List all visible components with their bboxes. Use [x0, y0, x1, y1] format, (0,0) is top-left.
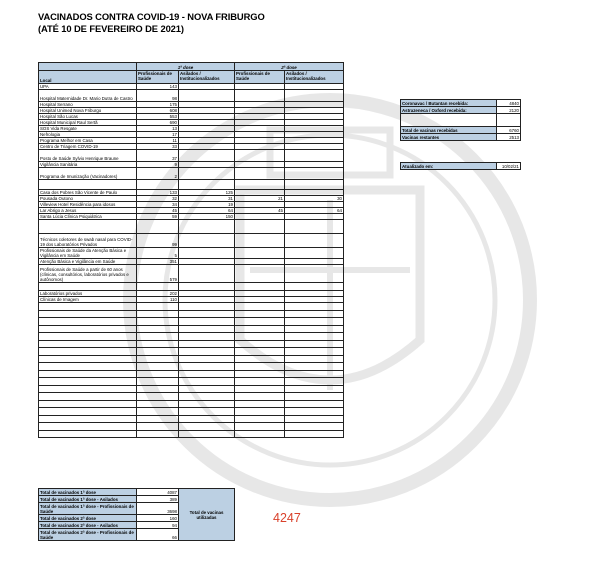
- updated-value: 10/02/21: [497, 163, 521, 170]
- empty-cell: [285, 393, 344, 401]
- empty-cell: [235, 303, 285, 311]
- local-cell: Técnicos coletores de swab nasal para COVID-19 dos Laboratórios Privados: [39, 234, 137, 248]
- prof-dose1-cell: [137, 283, 179, 291]
- asil-dose2-cell: [285, 220, 344, 234]
- empty-cell: [179, 310, 235, 318]
- local-cell: Hospital Unimed Nova Friburgo: [39, 108, 137, 114]
- local-cell: Atenção Básica e Vigilância em Saúde: [39, 259, 137, 265]
- table-row: [39, 220, 344, 234]
- empty-cell: [235, 318, 285, 326]
- local-cell: [39, 220, 137, 234]
- vaccine-row: [401, 107, 521, 114]
- totals-row: [39, 489, 235, 496]
- vaccine-row: [401, 134, 521, 141]
- empty-cell: [285, 385, 344, 393]
- empty-cell: [39, 303, 137, 311]
- title-line-2: (ATÉ 10 DE FEVEREIRO DE 2021): [38, 22, 184, 34]
- empty-cell: [235, 400, 285, 408]
- asil-dose2-cell: [285, 248, 344, 259]
- empty-cell: [137, 318, 179, 326]
- empty-row: [39, 310, 344, 318]
- local-cell: Laboratórios privados: [39, 291, 137, 297]
- prof-dose2-cell: 21: [235, 196, 285, 202]
- vaccine-label: Vacinas restantes: [401, 134, 497, 141]
- prof-dose1-cell: 13: [137, 126, 179, 132]
- asil-dose1-cell: 125: [179, 190, 235, 196]
- empty-cell: [39, 430, 137, 438]
- totals-value: 94: [137, 522, 179, 529]
- col-prof-header-1: Profissionais de Saúde: [137, 71, 179, 84]
- empty-row: [39, 408, 344, 416]
- totals-table: [38, 488, 235, 541]
- asil-dose1-cell: 150: [179, 214, 235, 220]
- vaccine-row: [401, 114, 521, 127]
- table-row: [39, 248, 344, 259]
- asil-dose1-cell: [179, 265, 235, 283]
- asil-dose1-cell: 31: [179, 196, 235, 202]
- empty-row: [39, 318, 344, 326]
- empty-cell: [179, 415, 235, 423]
- prof-dose1-cell: 690: [137, 120, 179, 126]
- vaccine-value: [497, 114, 521, 127]
- empty-cell: [39, 310, 137, 318]
- asil-dose1-cell: 64: [179, 208, 235, 214]
- empty-cell: [285, 408, 344, 416]
- empty-row: [39, 325, 344, 333]
- empty-cell: [179, 318, 235, 326]
- table-row: [39, 168, 344, 180]
- totals-label: Total de vacinados 2ª dose - Profissionais de Saúde: [39, 529, 137, 541]
- table-row: [39, 150, 344, 162]
- asil-dose1-cell: [179, 283, 235, 291]
- prof-dose1-cell: 11: [137, 138, 179, 144]
- col-prof-header-2: Profissionais de Saúde: [235, 71, 285, 84]
- empty-cell: [137, 370, 179, 378]
- vaccine-label: Total de vacinas recebidas: [401, 127, 497, 134]
- local-cell: Clínicas de Imagem: [39, 297, 137, 303]
- col-asil-header-1: Asilados / Institucionalizados: [179, 71, 235, 84]
- empty-row: [39, 430, 344, 438]
- empty-cell: [39, 370, 137, 378]
- empty-row: [39, 385, 344, 393]
- empty-cell: [39, 325, 137, 333]
- empty-cell: [137, 310, 179, 318]
- prof-dose2-cell: [235, 90, 285, 102]
- vaccine-label: Astrazeneca / Oxford recebida:: [401, 107, 497, 114]
- empty-cell: [137, 415, 179, 423]
- empty-cell: [39, 408, 137, 416]
- local-cell: SOS Vida Resgate: [39, 126, 137, 132]
- local-cell: Posto de Saúde Sylvio Henrique Braune: [39, 150, 137, 162]
- empty-cell: [285, 318, 344, 326]
- empty-cell: [235, 370, 285, 378]
- local-cell: Vigilância Sanitária: [39, 162, 137, 168]
- asil-dose1-cell: 19: [179, 202, 235, 208]
- vaccine-label: Coronavac / Butantan recebida:: [401, 100, 497, 107]
- col-asil-header-2: Asilados / Institucionalizados: [285, 71, 344, 84]
- prof-dose1-cell: 32: [137, 196, 179, 202]
- empty-cell: [39, 400, 137, 408]
- empty-cell: [179, 393, 235, 401]
- local-cell: Centro de Triagem COVID-19: [39, 144, 137, 150]
- empty-cell: [137, 423, 179, 431]
- empty-cell: [235, 340, 285, 348]
- totals-value: 66: [137, 529, 179, 541]
- empty-cell: [137, 385, 179, 393]
- empty-cell: [39, 363, 137, 371]
- empty-cell: [137, 400, 179, 408]
- empty-row: [39, 340, 344, 348]
- vaccine-value: 4840: [497, 100, 521, 107]
- updated-label: Atualizado em:: [401, 163, 497, 170]
- table-row: [39, 180, 344, 190]
- prof-dose1-cell: 175: [137, 102, 179, 108]
- asil-dose1-cell: [179, 168, 235, 180]
- empty-cell: [39, 340, 137, 348]
- asil-dose1-cell: [179, 90, 235, 102]
- empty-cell: [179, 378, 235, 386]
- empty-row: [39, 333, 344, 341]
- vaccine-row: [401, 127, 521, 134]
- local-cell: Profissionais de Saúde da Atenção Básica e Vigilância em Saúde: [39, 248, 137, 259]
- local-cell: Nefrologia: [39, 132, 137, 138]
- empty-cell: [235, 415, 285, 423]
- local-cell: Lar Abrigo a Jesus: [39, 208, 137, 214]
- totals-label: Total de vacinados 2ª dose: [39, 515, 137, 522]
- prof-dose1-cell: 2: [137, 168, 179, 180]
- empty-cell: [39, 393, 137, 401]
- empty-cell: [285, 333, 344, 341]
- empty-cell: [285, 415, 344, 423]
- empty-cell: [137, 430, 179, 438]
- vaccination-table: [38, 62, 344, 438]
- prof-dose2-cell: [235, 234, 285, 248]
- prof-dose1-cell: 33: [137, 144, 179, 150]
- empty-cell: [137, 363, 179, 371]
- empty-cell: [285, 348, 344, 356]
- local-cell: Profissionais de Saúde a partir de 60 anos (clínicas, consultórios, laboratórios privados e autônomos): [39, 265, 137, 283]
- empty-row: [39, 355, 344, 363]
- local-cell: Programa de Imunização (Vacinadores): [39, 168, 137, 180]
- empty-row: [39, 348, 344, 356]
- prof-dose1-cell: 608: [137, 108, 179, 114]
- prof-dose1-cell: 133: [137, 190, 179, 196]
- empty-cell: [179, 333, 235, 341]
- empty-cell: [179, 400, 235, 408]
- local-cell: Pousada Outono: [39, 196, 137, 202]
- empty-cell: [137, 393, 179, 401]
- empty-cell: [39, 348, 137, 356]
- empty-cell: [285, 363, 344, 371]
- empty-cell: [39, 415, 137, 423]
- local-cell: Hospital São Lucas: [39, 114, 137, 120]
- empty-row: [39, 423, 344, 431]
- prof-dose1-cell: 37: [137, 150, 179, 162]
- empty-cell: [285, 370, 344, 378]
- prof-dose1-cell: 202: [137, 291, 179, 297]
- empty-cell: [137, 378, 179, 386]
- asil-dose2-cell: [285, 180, 344, 190]
- prof-dose2-cell: [235, 265, 285, 283]
- totals-value: 3698: [137, 503, 179, 515]
- vaccine-value: 6760: [497, 127, 521, 134]
- table-row: [39, 234, 344, 248]
- empty-cell: [285, 378, 344, 386]
- empty-cell: [235, 430, 285, 438]
- empty-cell: [235, 355, 285, 363]
- prof-dose1-cell: 34: [137, 202, 179, 208]
- prof-dose1-cell: 98: [137, 90, 179, 102]
- asil-dose2-cell: 64: [285, 208, 344, 214]
- total-vaccines-used-label: Total de vacinas utilizadas: [179, 489, 235, 541]
- empty-cell: [39, 355, 137, 363]
- prof-dose1-cell: 110: [137, 297, 179, 303]
- empty-row: [39, 370, 344, 378]
- empty-cell: [179, 303, 235, 311]
- empty-cell: [179, 355, 235, 363]
- empty-cell: [285, 303, 344, 311]
- asil-dose2-cell: [285, 265, 344, 283]
- asil-dose2-cell: [285, 90, 344, 102]
- prof-dose1-cell: [137, 180, 179, 190]
- empty-cell: [137, 325, 179, 333]
- empty-cell: [285, 355, 344, 363]
- prof-dose1-cell: 45: [137, 208, 179, 214]
- empty-cell: [39, 378, 137, 386]
- totals-value: 389: [137, 496, 179, 503]
- empty-cell: [235, 423, 285, 431]
- empty-cell: [179, 423, 235, 431]
- prof-dose2-cell: [235, 150, 285, 162]
- local-cell: Hospital Serrano: [39, 102, 137, 108]
- prof-dose2-cell: [235, 283, 285, 291]
- asil-dose1-cell: [179, 180, 235, 190]
- empty-cell: [235, 385, 285, 393]
- asil-dose2-cell: [285, 234, 344, 248]
- table-row: [39, 265, 344, 283]
- update-table: [400, 162, 521, 170]
- totals-value: 4087: [137, 489, 179, 496]
- empty-cell: [179, 370, 235, 378]
- table-row: [39, 90, 344, 102]
- prof-dose1-cell: 99: [137, 234, 179, 248]
- local-cell: Santa Lúcia Clínica Psiquiátrica: [39, 214, 137, 220]
- empty-row: [39, 303, 344, 311]
- local-cell: UPA: [39, 84, 137, 90]
- empty-cell: [179, 348, 235, 356]
- dose-2-header: 2ª dose: [235, 63, 344, 71]
- header-blank: [39, 63, 137, 71]
- prof-dose1-cell: 17: [137, 132, 179, 138]
- empty-cell: [179, 363, 235, 371]
- local-cell: Casa dos Pobres São Vicente de Paulo: [39, 190, 137, 196]
- page-title: [38, 11, 265, 34]
- empty-cell: [285, 340, 344, 348]
- empty-cell: [39, 333, 137, 341]
- prof-dose2-cell: [235, 180, 285, 190]
- empty-cell: [235, 393, 285, 401]
- local-cell: Programa Melhor em Casa: [39, 138, 137, 144]
- empty-cell: [39, 423, 137, 431]
- local-cell: Hospital Municipal Raul Sertã: [39, 120, 137, 126]
- prof-dose2-cell: [235, 248, 285, 259]
- empty-cell: [39, 318, 137, 326]
- title-line-1: VACINADOS CONTRA COVID-19 - NOVA FRIBURGO: [38, 11, 265, 22]
- prof-dose1-cell: 59: [137, 214, 179, 220]
- asil-dose1-cell: [179, 234, 235, 248]
- empty-cell: [179, 385, 235, 393]
- asil-dose2-cell: [285, 283, 344, 291]
- empty-cell: [235, 363, 285, 371]
- asil-dose2-cell: [285, 150, 344, 162]
- prof-dose2-cell: [235, 220, 285, 234]
- local-cell: [39, 180, 137, 190]
- prof-dose1-cell: 351: [137, 259, 179, 265]
- empty-cell: [179, 430, 235, 438]
- empty-cell: [137, 408, 179, 416]
- empty-cell: [285, 310, 344, 318]
- vaccine-label: [401, 114, 497, 127]
- prof-dose1-cell: [137, 220, 179, 234]
- asil-dose2-cell: 30: [285, 196, 344, 202]
- empty-cell: [235, 310, 285, 318]
- totals-label: Total de vacinados 2ª dose - Asilados: [39, 522, 137, 529]
- totals-label: Total de vacinados 1ª dose: [39, 489, 137, 496]
- vaccine-value: 2120: [497, 107, 521, 114]
- empty-row: [39, 415, 344, 423]
- empty-cell: [235, 348, 285, 356]
- prof-dose2-cell: 45: [235, 208, 285, 214]
- empty-cell: [235, 378, 285, 386]
- empty-cell: [137, 303, 179, 311]
- totals-label: Total de vacinados 1ª dose - Asilados: [39, 496, 137, 503]
- empty-cell: [285, 400, 344, 408]
- total-vaccines-used-value: 4247: [273, 511, 301, 525]
- vaccines-received-table: [400, 99, 521, 141]
- local-cell: Villeview Hotel Residência para idosos: [39, 202, 137, 208]
- prof-dose1-cell: 143: [137, 84, 179, 90]
- empty-cell: [235, 408, 285, 416]
- dose-1-header: 1ª dose: [137, 63, 235, 71]
- vaccine-row: [401, 100, 521, 107]
- table-row: [39, 283, 344, 291]
- empty-row: [39, 378, 344, 386]
- prof-dose2-cell: [235, 168, 285, 180]
- asil-dose1-cell: [179, 248, 235, 259]
- empty-cell: [137, 355, 179, 363]
- empty-row: [39, 393, 344, 401]
- local-cell: Hospital Maternidade Dr. Mario Dutra de Castro: [39, 90, 137, 102]
- prof-dose1-cell: 553: [137, 114, 179, 120]
- empty-cell: [179, 325, 235, 333]
- empty-cell: [137, 333, 179, 341]
- empty-cell: [235, 333, 285, 341]
- asil-dose2-cell: [285, 168, 344, 180]
- empty-cell: [285, 325, 344, 333]
- asil-dose1-cell: [179, 150, 235, 162]
- empty-cell: [235, 325, 285, 333]
- prof-dose1-cell: 9: [137, 162, 179, 168]
- empty-cell: [39, 385, 137, 393]
- empty-cell: [137, 348, 179, 356]
- empty-row: [39, 400, 344, 408]
- empty-cell: [285, 430, 344, 438]
- empty-row: [39, 363, 344, 371]
- prof-dose1-cell: 5: [137, 248, 179, 259]
- totals-label: Total de vacinados 1ª dose - Profissionais de Saúde: [39, 503, 137, 515]
- totals-value: 160: [137, 515, 179, 522]
- empty-cell: [179, 408, 235, 416]
- prof-dose1-cell: 579: [137, 265, 179, 283]
- local-cell: [39, 283, 137, 291]
- asil-dose1-cell: [179, 220, 235, 234]
- col-local-header: Local: [39, 71, 137, 84]
- empty-cell: [179, 340, 235, 348]
- vaccine-value: 2513: [497, 134, 521, 141]
- empty-cell: [137, 340, 179, 348]
- empty-cell: [285, 423, 344, 431]
